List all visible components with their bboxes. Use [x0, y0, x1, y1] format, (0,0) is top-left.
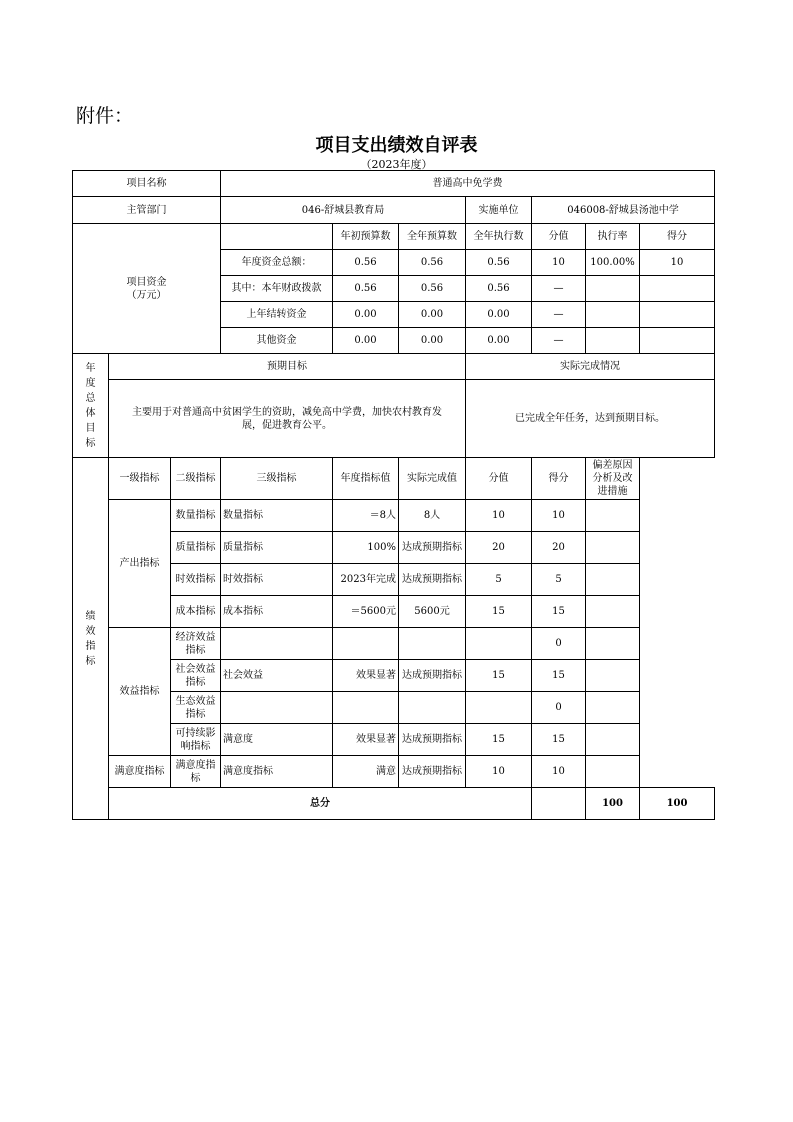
score-cell: 10 — [532, 756, 586, 788]
funds-row-executed: 0.56 — [466, 250, 532, 276]
level1-output: 产出指标 — [109, 500, 171, 628]
points-cell: 20 — [466, 532, 532, 564]
note-cell — [586, 532, 640, 564]
funds-row-points: — — [532, 276, 586, 302]
total-label: 总分 — [109, 788, 532, 820]
points-cell: 10 — [466, 500, 532, 532]
note-cell — [586, 500, 640, 532]
funds-header-initial: 年初预算数 — [333, 224, 399, 250]
funds-unit: （万元） — [126, 289, 167, 301]
target-cell — [333, 628, 399, 660]
indicator-row — [73, 500, 715, 532]
actual-cell: 达成预期指标 — [399, 756, 466, 788]
project-row — [73, 171, 715, 197]
funds-row-initial: 0.56 — [333, 250, 399, 276]
note-cell — [586, 692, 640, 724]
funds-row-points: — — [532, 302, 586, 328]
header-actual: 实际完成值 — [399, 458, 466, 500]
funds-row-rate — [586, 276, 640, 302]
unit-value: 046008-舒城县汤池中学 — [532, 197, 715, 224]
score-cell: 15 — [532, 596, 586, 628]
actual-cell: 5600元 — [399, 596, 466, 628]
level1-benefit: 效益指标 — [109, 628, 171, 756]
funds-row-annual: 0.56 — [399, 276, 466, 302]
funds-row-initial: 0.00 — [333, 328, 399, 354]
funds-row-score — [640, 328, 715, 354]
level3-cell: 时效指标 — [221, 564, 333, 596]
funds-label-text: 项目资金 — [126, 276, 167, 288]
points-cell: 10 — [466, 756, 532, 788]
attachment-label: 附件： — [76, 105, 134, 127]
level2-cell: 成本指标 — [171, 596, 221, 628]
funds-header-score: 得分 — [640, 224, 715, 250]
funds-row-rate — [586, 328, 640, 354]
level3-cell — [221, 692, 333, 724]
funds-row-rate — [586, 302, 640, 328]
header-level3: 三级指标 — [221, 458, 333, 500]
actual-cell — [399, 692, 466, 724]
actual-cell — [399, 628, 466, 660]
target-cell: 满意 — [333, 756, 399, 788]
header-level1: 一级指标 — [109, 458, 171, 500]
header-score: 得分 — [532, 458, 586, 500]
level3-cell: 质量指标 — [221, 532, 333, 564]
level1-satisfaction: 满意度指标 — [109, 756, 171, 788]
funds-row-executed: 0.56 — [466, 276, 532, 302]
level2-cell: 生态效益指标 — [171, 692, 221, 724]
note-cell — [586, 628, 640, 660]
funds-row-annual: 0.56 — [399, 250, 466, 276]
target-cell: 2023年完成 — [333, 564, 399, 596]
evaluation-table — [72, 170, 715, 820]
points-cell — [466, 692, 532, 724]
funds-row-annual: 0.00 — [399, 302, 466, 328]
note-cell — [586, 596, 640, 628]
target-cell: ＝8人 — [333, 500, 399, 532]
level2-cell: 时效指标 — [171, 564, 221, 596]
score-cell: 20 — [532, 532, 586, 564]
points-cell: 5 — [466, 564, 532, 596]
target-cell: ＝5600元 — [333, 596, 399, 628]
funds-row-points: — — [532, 328, 586, 354]
funds-header-annual: 全年预算数 — [399, 224, 466, 250]
indicator-row — [73, 628, 715, 660]
score-cell: 15 — [532, 724, 586, 756]
unit-label: 实施单位 — [466, 197, 532, 224]
goals-label-text: 年度总体目标 — [85, 362, 96, 449]
actual-cell: 达成预期指标 — [399, 724, 466, 756]
level3-cell: 成本指标 — [221, 596, 333, 628]
goals-row — [73, 380, 715, 458]
actual-cell: 8人 — [399, 500, 466, 532]
actual-cell: 达成预期指标 — [399, 660, 466, 692]
target-cell: 效果显著 — [333, 660, 399, 692]
indicator-row — [73, 756, 715, 788]
level2-cell: 满意度指标 — [171, 756, 221, 788]
page-title: 项目支出绩效自评表 — [315, 135, 478, 156]
score-cell: 5 — [532, 564, 586, 596]
dept-row — [73, 197, 715, 224]
dept-label: 主管部门 — [73, 197, 221, 224]
score-cell: 10 — [532, 500, 586, 532]
note-cell — [586, 724, 640, 756]
funds-row-points: 10 — [532, 250, 586, 276]
level2-cell: 质量指标 — [171, 532, 221, 564]
funds-row-rate: 100.00% — [586, 250, 640, 276]
project-label: 项目名称 — [73, 171, 221, 197]
header-target: 年度指标值 — [333, 458, 399, 500]
funds-row-initial: 0.00 — [333, 302, 399, 328]
funds-row-executed: 0.00 — [466, 302, 532, 328]
goals-label — [73, 354, 109, 458]
points-cell: 15 — [466, 660, 532, 692]
funds-row-annual: 0.00 — [399, 328, 466, 354]
actual-cell: 达成预期指标 — [399, 532, 466, 564]
level3-cell: 满意度 — [221, 724, 333, 756]
funds-header-points: 分值 — [532, 224, 586, 250]
funds-header-executed: 全年执行数 — [466, 224, 532, 250]
actual-cell: 达成预期指标 — [399, 564, 466, 596]
funds-row-name: 年度资金总额： — [221, 250, 333, 276]
funds-corner — [221, 224, 333, 250]
score-cell: 0 — [532, 692, 586, 724]
header-level2: 二级指标 — [171, 458, 221, 500]
score-cell: 0 — [532, 628, 586, 660]
actual-result-text: 已完成全年任务，达到预期目标。 — [466, 380, 715, 458]
note-cell — [586, 660, 640, 692]
points-cell: 15 — [466, 724, 532, 756]
target-cell: 100% — [333, 532, 399, 564]
funds-label — [73, 224, 221, 354]
dept-value: 046-舒城县教育局 — [221, 197, 466, 224]
actual-result-header: 实际完成情况 — [466, 354, 715, 380]
total-score: 100 — [640, 788, 715, 820]
funds-row-executed: 0.00 — [466, 328, 532, 354]
total-points: 100 — [586, 788, 640, 820]
points-cell: 15 — [466, 596, 532, 628]
total-row — [73, 788, 715, 820]
funds-row-score — [640, 276, 715, 302]
target-cell — [333, 692, 399, 724]
header-points: 分值 — [466, 458, 532, 500]
indicator-header-row — [73, 458, 715, 500]
level3-cell: 满意度指标 — [221, 756, 333, 788]
level2-cell: 可持续影响指标 — [171, 724, 221, 756]
goals-header-row — [73, 354, 715, 380]
level3-cell: 社会效益 — [221, 660, 333, 692]
indicators-label-text: 绩效指标 — [85, 610, 96, 667]
level3-cell — [221, 628, 333, 660]
target-cell: 效果显著 — [333, 724, 399, 756]
funds-row-score: 10 — [640, 250, 715, 276]
funds-row-name: 上年结转资金 — [221, 302, 333, 328]
score-cell: 15 — [532, 660, 586, 692]
indicators-label — [73, 458, 109, 820]
level3-cell: 数量指标 — [221, 500, 333, 532]
funds-header-rate: 执行率 — [586, 224, 640, 250]
funds-row-name: 其中：本年财政拨款 — [221, 276, 333, 302]
year-note: （2023年度） — [360, 158, 433, 171]
funds-row-initial: 0.56 — [333, 276, 399, 302]
level2-cell: 社会效益指标 — [171, 660, 221, 692]
funds-header-row — [73, 224, 715, 250]
header-note: 偏差原因分析及改进措施 — [586, 458, 640, 500]
level2-cell: 数量指标 — [171, 500, 221, 532]
points-cell — [466, 628, 532, 660]
expected-goal-text: 主要用于对普通高中贫困学生的资助，减免高中学费，加快农村教育发展，促进教育公平。 — [109, 380, 466, 458]
project-value: 普通高中免学费 — [221, 171, 715, 197]
funds-row-name: 其他资金 — [221, 328, 333, 354]
funds-row-score — [640, 302, 715, 328]
total-actual — [532, 788, 586, 820]
note-cell — [586, 564, 640, 596]
expected-goal-header: 预期目标 — [109, 354, 466, 380]
level2-cell: 经济效益指标 — [171, 628, 221, 660]
note-cell — [586, 756, 640, 788]
